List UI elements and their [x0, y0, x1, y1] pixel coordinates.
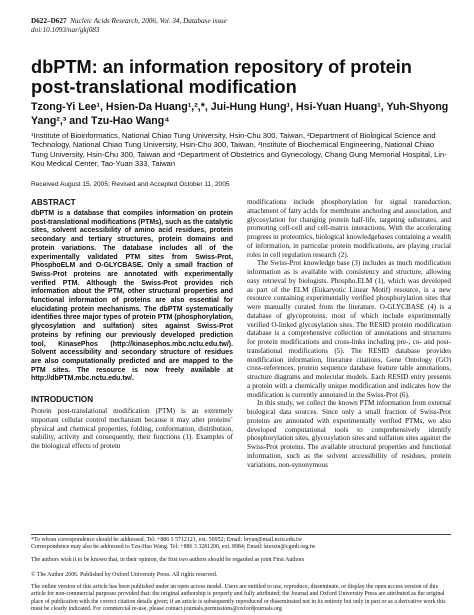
equal-contribution-note: The authors wish it to be known that, in their opinion, the first two authors should be regarded as joint First Authors	[31, 557, 305, 563]
introduction-heading: INTRODUCTION	[31, 395, 94, 405]
correspondence-line-2: Correspondence may also be addressed to Tzu-Hao Wang. Tel: +886 3 3281200, ext. 8984; Email: knoxtn@cgmh.org.tw	[31, 544, 316, 551]
copyright-note: © The Author 2006. Published by Oxford University Press. All rights reserved.	[31, 572, 218, 578]
correspondence-line-1: *To whom correspondence should be addressed. Tel: +886 3 5712121, ext. 56952; Email: bryan@mail.nctu.edu.tw	[31, 537, 303, 543]
body-paragraph-3: In this study, we collect the known PTM information from external biological data sources. Since only a small fraction of Swiss-Prot proteins are annotated with experimentally verified PTMs, we also developed computational tools to comprehensively identify phosphorylation sites, glycosylation sites and sulfation sites against the Swiss-Prot proteins. The available structural properties and functional information, such as the solvent accessibility of residues, protein variations, non-synonymous	[247, 399, 451, 469]
correspondence-footnote	[31, 537, 451, 552]
introduction-text: Protein post-translational modification (PTM) is an extremely important cellular control mechanism because it may alter proteins’ physical and chemical properties, folding, conformation, distribution, stability, activity and consequently, their functions (1). Examples of the biological effects of protein	[31, 407, 233, 451]
open-access-note: The online version of this article has been published under an open access model. Users are entitled to use, reproduce, disseminate, or display the open access version of this article for non-commercial purposes provided that: the original authorship is properly and fully attributed; the Journal and Oxford University Press are attributed as the original place of publication with the correct citation details given; if an article is subsequently reproduced or disseminated not in its entirety but only in part or as a derivative work this must be clearly indicated. For commercial re-use, please contact journals.permissions@oxfordjournals.org	[31, 584, 446, 612]
journal-citation: Nucleic Acids Research, 2006, Vol. 34, Database issue	[70, 17, 227, 25]
body-paragraph-1: modifications include phosphorylation for signal transduction, attachment of fatty acids for membrane anchoring and association, and glycosylation for changing protein half-life, targeting substrates, and promoting cell-cell and cell-matrix interactions. With the accelerating progress in proteomics, biological knowledgebases containing a wealth of information, in particular protein modifications, are playing crucial roles in cell regulation research (2).	[247, 198, 451, 259]
received-dates: Received August 15, 2005; Revised and Accepted October 11, 2005	[31, 181, 230, 188]
body-paragraph-2: The Swiss-Prot knowledge base (3) includes as much modification information as is available with consistency and structure, allowing easy retrieval by biologists. Phospho.ELM (1), which was developed as part of the ELM (Eukaryotic Linear Motif) resource, is a new resource containing experimentally verified phosphorylation sites that were manually curated from the literature. O-GLYCBASE (4) is a database of glycoproteins, most of which include experimentally verified O-linked glycosylation sites. The RESID protein modification database is a comprehensive collection of annotations and structures for protein modifications and cross-links including pre-, co- and post-translational modifications (5). The RESID database provides modification information, literature citations, Gene Ontology (GO) cross-references, protein sequence database feature table annotations, structure diagrams and molecular models. Each RESID entry presents a protein with a chemically unique modification and indicates how the modification is currently annotated in the Swiss-Prot (6).	[247, 259, 451, 399]
abstract-text: dbPTM is a database that compiles information on protein post-translational modifications (PTMs), such as the catalytic sites, solvent accessibility of amino acid residues, protein secondary and tertiary structures, protein domains and protein variations. The database includes all of the experimentally validated PTM sites from Swiss-Prot, PhosphoELM and O-GLYCBASE. Only a small fraction of Swiss-Prot proteins are annotated with experimentally verified PTM. Although the Swiss-Prot provides rich information about the PTM, other structural properties and functional information of proteins are also essential for elucidating protein mechanisms. The dbPTM systematically identifies three major types of protein PTM (phosphorylation, glycosylation and sulfation) sites against Swiss-Prot proteins by refining our previously developed prediction tool, KinasePhos (http://kinasephos.mbc.nctu.edu.tw/). Solvent accessibility and secondary structure of residues are also computationally predicted and are mapped to the PTM sites. The resource is now freely available at http://dbPTM.mbc.nctu.edu.tw/.	[31, 210, 233, 383]
paper-title: dbPTM: an information repository of protein post-translational modification	[31, 57, 412, 97]
author-list: Tzong-Yi Lee¹, Hsien-Da Huang¹,²,*, Jui-Hung Hung¹, Hsi-Yuan Huang¹, Yuh-Shyong Yang²,³ and Tzu-Hao Wang⁴	[31, 101, 449, 127]
right-column	[247, 198, 451, 469]
footnote-divider	[31, 534, 451, 535]
journal-header	[31, 17, 227, 35]
abstract-heading: ABSTRACT	[31, 198, 76, 207]
doi: doi:10.1093/nar/gkj083	[31, 26, 100, 34]
page-range: D622–D627	[31, 17, 67, 25]
left-column	[31, 198, 233, 451]
affiliations: ¹Institute of Bioinformatics, National Chiao Tung University, Hsin-Chu 300, Taiwan, ²Department of Biological Science and Technology, National Chiao Tung University, Hsin-Chu 300, Taiwan, ³Institute of Biochemical Engineering, National Chiao Tung University, Hsin-Chu 300, Taiwan and ⁴Department of Obstetrics and Gynecology, Chang Gung Memorial Hospital, Lin-Kou Medical Center, Tao-Yuan 333, Taiwan	[31, 131, 447, 169]
